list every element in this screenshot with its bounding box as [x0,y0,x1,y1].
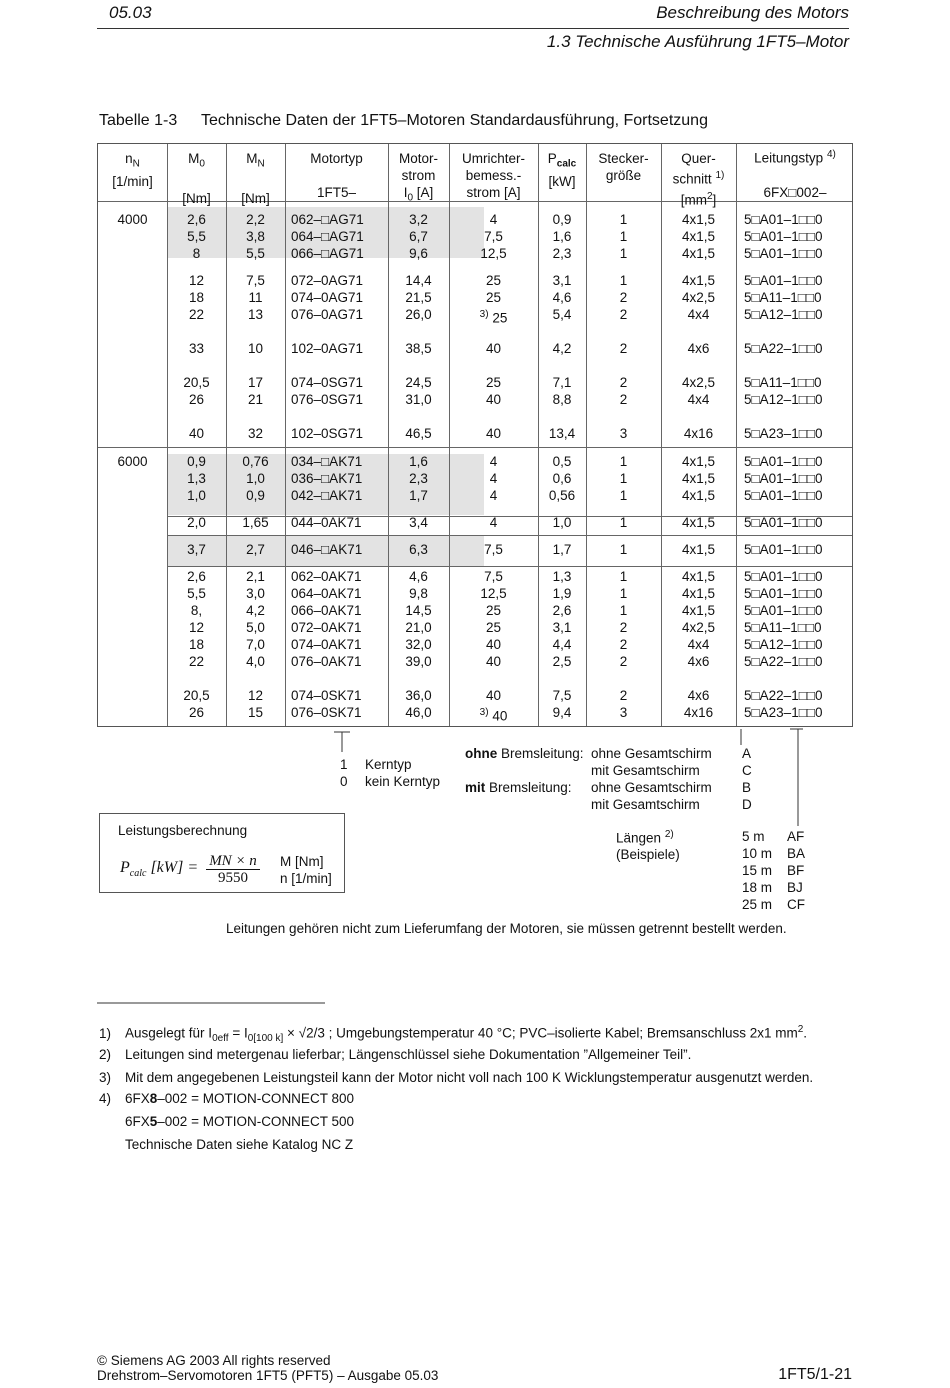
table-cell-p: 1,0 [552,515,572,530]
table-cell-p: 1,6 [552,229,572,244]
table-cell-i0: 24,5 [405,375,432,390]
table-cell-q: 4x1,5 [681,488,716,503]
laenge-code: BA [787,846,806,861]
laenge-code: BJ [787,880,803,895]
table-cell-p: 7,1 [552,375,572,390]
col-header-m0: $M_0$ [Nm] [182,151,211,206]
table-cell-q: 4x4 [687,637,710,652]
table-cell-i0: 6,7 [409,229,428,244]
brems-ohne-1: ohne Gesamtschirm [591,746,712,761]
col-header-leitungstyp: Leitungstyp $^{4)}$ 6FX□002– [754,149,836,200]
formula-box [99,813,345,893]
table-cell-s: 2 [619,341,628,356]
table-cell-mn: 2,2 [246,212,265,227]
table-cell-u: 40 [485,341,502,356]
table-cell-l: 5□A01–1□□0 [744,471,823,486]
table-cell-s: 2 [619,637,628,652]
table-cell-m0: 2,6 [187,212,206,227]
table-cell-p: 5,4 [552,307,572,322]
table-cell-l: 5□A12–1□□0 [744,637,823,652]
table-cell-m0: 5,5 [187,229,206,244]
laengen-label: Längen $^{2)}$ [616,829,674,846]
table-cell-q: 4x1,5 [681,454,716,469]
table-cell-u: $^{3)}$ 25 [479,309,508,326]
table-cell-mn: 12 [247,688,264,703]
brems-code-a: A [742,746,752,761]
table-cell-s: 2 [619,290,628,305]
table-cell-mn: 17 [247,375,264,390]
table-cell-q: 4x4 [687,307,710,322]
laenge-value: 10 m [742,846,773,861]
table-cell-u: 25 [485,290,502,305]
table-cell-l: 5□A01–1□□0 [744,569,823,584]
table-cell-q: 4x6 [687,688,710,703]
table-cell-m0: 1,3 [187,471,206,486]
laenge-code: CF [787,897,805,912]
table-cell-s: 2 [619,307,628,322]
table-cell-p: 8,8 [552,392,572,407]
table-cell-m0: 20,5 [183,688,210,703]
table-cell-s: 2 [619,654,628,669]
formula-unit-m: M [Nm] [280,854,324,869]
table-cell-l: 5□A11–1□□0 [744,290,822,305]
laenge-code: AF [787,829,805,844]
laengen-sub: (Beispiele) [616,847,680,862]
table-cell-i0: 14,4 [405,273,432,288]
table-cell-typ: 044–0AK71 [291,515,362,530]
table-cell-m0: 40 [188,426,205,441]
table-cell-s: 1 [619,603,628,618]
table-cell-s: 1 [619,488,628,503]
table-cell-l: 5□A12–1□□0 [744,392,823,407]
table-cell-p: 1,3 [552,569,572,584]
table-cell-i0: 21,0 [405,620,432,635]
table-cell-i0: 46,5 [405,426,432,441]
col-header-pcalc: $P_{calc}$ [kW] [547,151,577,189]
table-cell-q: 4x2,5 [681,375,716,390]
table-cell-q: 4x1,5 [681,229,716,244]
table-cell-p: 0,9 [552,212,572,227]
table-cell-p: 2,5 [552,654,572,669]
table-cell-i0: 1,6 [409,454,428,469]
brems-mit-2: mit Gesamtschirm [591,797,700,812]
table-cell-u: 4 [489,488,498,503]
table-cell-m0: 5,5 [187,586,206,601]
col-header-motortyp: Motortyp 1FT5– [310,151,363,200]
brems-mit-label: mit Bremsleitung: [465,780,572,795]
table-cell-s: 1 [619,273,628,288]
header-date: 05.03 [109,3,152,22]
table-cell-s: 2 [619,688,628,703]
table-cell-l: 5□A01–1□□0 [744,273,823,288]
table-cell-p: 4,4 [552,637,572,652]
table-cell-i0: 26,0 [405,307,432,322]
col-header-nN: $n_N$ [1/min] [112,151,153,189]
kern-0-num: 0 [340,774,348,789]
table-cell-q: 4x2,5 [681,620,716,635]
table-cell-typ: 064–□AG71 [291,229,364,244]
brems-code-c: C [742,763,752,778]
footnote-2: 2) Leitungen sind metergenau lieferbar; Längenschlüssel siehe Dokumentation ”Allgemeiner Teil”. [99,1047,692,1062]
footnote-1: 1) Ausgelegt für $I_{0eff} = I_{0[100 k]} \times √2/3$ ; Umgebungstemperatur 40 °C; PVC–isolierte Kabel; Bremsanschluss 2x1 $mm^2$. [99,1024,808,1045]
footnote-3: 3) Mit dem angegebenen Leistungsteil kann der Motor nicht voll nach 100 K Wicklungstemperatur ausgenutzt werden. [99,1070,814,1085]
table-cell-u: 40 [485,392,502,407]
table-cell-typ: 064–0AK71 [291,586,362,601]
table-cell-l: 5□A22–1□□0 [744,654,823,669]
table-cell-s: 2 [619,392,628,407]
table-cell-p: 1,9 [552,586,572,601]
table-title: Technische Daten der 1FT5–Motoren Standardausführung, Fortsetzung [201,112,708,129]
table-cell-q: 4x1,5 [681,603,716,618]
table-cell-mn: 5,5 [246,246,265,261]
table-cell-m0: 12 [188,620,205,635]
table-cell-typ: 066–0AK71 [291,603,362,618]
footnote-ref: 3) [479,309,489,320]
footnote-ref: 3) [479,707,489,718]
table-cell-p: 13,4 [548,426,576,441]
table-cell-q: 4x1,5 [681,569,716,584]
table-cell-mn: 10 [247,341,264,356]
table-cell-typ: 062–□AG71 [291,212,364,227]
table-cell-s: 2 [619,375,628,390]
table-cell-l: 5□A23–1□□0 [744,705,823,720]
table-cell-typ: 102–0SG71 [291,426,364,441]
table-cell-p: 3,1 [552,273,572,288]
footnote-4: 4) 6FX8–002 = MOTION-CONNECT 800 [99,1091,354,1106]
table-cell-u: 12,5 [480,246,507,261]
footer-doc: Drehstrom–Servomotoren 1FT5 (PFT5) – Ausgabe 05.03 [97,1368,439,1383]
table-cell-p: 9,4 [552,705,572,720]
table-cell-l: 5□A01–1□□0 [744,586,823,601]
formula-unit-n: n [1/min] [280,871,332,886]
table-cell-typ: 076–0AK71 [291,654,362,669]
table-cell-i0: 46,0 [405,705,432,720]
table-cell-mn: 3,0 [246,586,265,601]
laenge-value: 15 m [742,863,773,878]
table-cell-typ: 062–0AK71 [291,569,362,584]
table-cell-u: 40 [485,426,502,441]
table-cell-p: 4,6 [552,290,572,305]
table-cell-i0: 36,0 [405,688,432,703]
laenge-value: 5 m [742,829,765,844]
table-cell-u: 12,5 [480,586,507,601]
table-cell-l: 5□A11–1□□0 [744,375,822,390]
formula-lhs: $P_{calc}$ [kW] = [120,859,199,880]
table-cell-n: 6000 [117,454,148,469]
table-cell-u: 7,5 [484,229,503,244]
table-cell-q: 4x1,5 [681,212,716,227]
table-cell-mn: 7,5 [246,273,265,288]
table-cell-m0: 22 [188,307,205,322]
table-cell-p: 0,56 [548,488,576,503]
table-cell-i0: 9,8 [409,586,428,601]
formula-denominator: 9550 [218,870,248,886]
table-cell-q: 4x4 [687,392,710,407]
table-cell-mn: 3,8 [246,229,265,244]
table-cell-s: 1 [619,454,628,469]
table-cell-p: 2,3 [552,246,572,261]
footer-page: 1FT5/1-21 [778,1366,852,1383]
table-cell-l: 5□A01–1□□0 [744,229,823,244]
table-cell-m0: 22 [188,654,205,669]
col-header-mn: $M_N$ [Nm] [241,151,270,206]
table-cell-q: 4x6 [687,654,710,669]
table-cell-mn: 5,0 [246,620,265,635]
table-cell-m0: 2,0 [187,515,206,530]
table-cell-mn: 4,0 [246,654,265,669]
table-cell-u: 40 [485,637,502,652]
table-cell-p: 4,2 [552,341,572,356]
table-cell-s: 1 [619,471,628,486]
table-cell-s: 2 [619,620,628,635]
table-cell-u: 25 [485,620,502,635]
table-cell-typ: 074–0SG71 [291,375,364,390]
table-cell-typ: 066–□AG71 [291,246,364,261]
table-cell-l: 5□A01–1□□0 [744,603,823,618]
table-cell-p: 7,5 [552,688,572,703]
table-cell-i0: 6,3 [409,542,428,557]
kern-0-text: kein Kerntyp [365,774,441,789]
table-cell-mn: 15 [247,705,264,720]
table-cell-typ: 046–□AK71 [291,542,363,557]
table-cell-p: 0,5 [552,454,572,469]
table-cell-p: 3,1 [552,620,572,635]
table-cell-l: 5□A01–1□□0 [744,542,823,557]
table-cell-u: 4 [489,471,498,486]
table-cell-i0: 32,0 [405,637,432,652]
table-cell-m0: 0,9 [187,454,206,469]
table-cell-typ: 074–0AG71 [291,290,364,305]
table-cell-m0: 8 [192,246,201,261]
table-cell-m0: 12 [188,273,205,288]
table-cell-i0: 21,5 [405,290,432,305]
table-cell-u: 25 [485,273,502,288]
table-cell-m0: 18 [188,290,205,305]
table-cell-q: 4x6 [687,341,710,356]
table-cell-q: 4x16 [683,705,714,720]
table-cell-i0: 3,2 [409,212,428,227]
brems-code-d: D [742,797,752,812]
laenge-value: 25 m [742,897,773,912]
kern-1-num: 1 [340,757,348,772]
table-cell-m0: 1,0 [187,488,206,503]
table-cell-s: 3 [619,705,628,720]
table-cell-u: 40 [485,688,502,703]
table-cell-l: 5□A11–1□□0 [744,620,822,635]
table-cell-typ: 076–0AG71 [291,307,364,322]
table-cell-s: 1 [619,542,628,557]
table-cell-m0: 26 [188,392,205,407]
table-cell-q: 4x1,5 [681,542,716,557]
header-chapter: Beschreibung des Motors [656,3,849,22]
cables-note: Leitungen gehören nicht zum Lieferumfang der Motoren, sie müssen getrennt bestellt werden. [226,921,787,936]
table-cell-q: 4x1,5 [681,273,716,288]
table-cell-m0: 33 [188,341,205,356]
table-cell-q: 4x1,5 [681,471,716,486]
table-cell-m0: 20,5 [183,375,210,390]
brems-ohne-2: mit Gesamtschirm [591,763,700,778]
col-header-querschnitt: Quer- schnitt $^{1)}$ $[mm^2]$ [672,151,725,207]
laenge-value: 18 m [742,880,773,895]
table-cell-u: 7,5 [484,542,503,557]
table-cell-mn: 21 [247,392,264,407]
table-cell-i0: 38,5 [405,341,432,356]
col-header-umrichter: Umrichter- bemess.- strom [A] [462,151,525,200]
table-cell-s: 1 [619,246,628,261]
table-cell-m0: 3,7 [187,542,206,557]
formula-title: Leistungsberechnung [118,823,248,838]
laenge-code: BF [787,863,805,878]
table-cell-l: 5□A12–1□□0 [744,307,823,322]
table-cell-s: 1 [619,569,628,584]
table-cell-mn: 0,76 [242,454,269,469]
table-cell-mn: 13 [247,307,264,322]
kern-1-text: Kerntyp [365,757,412,772]
table-cell-u: 25 [485,375,502,390]
brems-mit-1: ohne Gesamtschirm [591,780,712,795]
table-cell-typ: 074–0SK71 [291,688,362,703]
table-cell-mn: 11 [248,290,263,305]
footnote-4b: 6FX5–002 = MOTION-CONNECT 500 [125,1114,354,1129]
table-cell-u: 4 [489,515,498,530]
table-cell-u: 40 [485,654,502,669]
table-cell-l: 5□A01–1□□0 [744,212,823,227]
table-cell-p: 0,6 [552,471,572,486]
table-cell-mn: 2,7 [246,542,265,557]
table-label: Tabelle 1-3 [99,112,178,129]
table-cell-i0: 39,0 [405,654,432,669]
table-cell-q: 4x16 [683,426,714,441]
table-cell-typ: 102–0AG71 [291,341,364,356]
table-cell-mn: 4,2 [246,603,265,618]
table-cell-p: 1,7 [552,542,572,557]
table-cell-n: 4000 [117,212,148,227]
table-cell-typ: 034–□AK71 [291,454,363,469]
table-cell-i0: 31,0 [405,392,432,407]
table-cell-q: 4x1,5 [681,246,716,261]
table-cell-q: 4x1,5 [681,586,716,601]
table-cell-i0: 1,7 [409,488,428,503]
table-cell-i0: 4,6 [409,569,428,584]
table-cell-s: 1 [619,229,628,244]
table-cell-s: 1 [619,515,628,530]
table-cell-l: 5□A23–1□□0 [744,426,823,441]
formula-fraction [206,853,260,886]
table-cell-typ: 036–□AK71 [291,471,363,486]
table-cell-m0: 18 [188,637,205,652]
table-cell-typ: 076–0SK71 [291,705,362,720]
table-cell-p: 2,6 [552,603,572,618]
table-cell-mn: 2,1 [246,569,265,584]
table-cell-i0: 2,3 [409,471,428,486]
table-cell-i0: 3,4 [409,515,428,530]
table-cell-i0: 14,5 [405,603,432,618]
table-cell-u: 7,5 [484,569,503,584]
table-cell-u: 4 [489,454,498,469]
col-header-stecker: Stecker- größe [598,151,649,183]
table-cell-l: 5□A22–1□□0 [744,341,823,356]
table-cell-l: 5□A01–1□□0 [744,515,823,530]
table-cell-typ: 076–0SG71 [291,392,364,407]
table-cell-q: 4x1,5 [681,515,716,530]
table-cell-m0: 26 [188,705,205,720]
table-cell-s: 1 [619,586,628,601]
table-cell-q: 4x2,5 [681,290,716,305]
table-cell-mn: 32 [247,426,264,441]
table-cell-mn: 1,0 [246,471,265,486]
brems-ohne-label: ohne Bremsleitung: [465,746,584,761]
table-cell-typ: 042–□AK71 [291,488,363,503]
formula-numerator: MN × n [206,853,260,870]
brems-code-b: B [742,780,752,795]
table-cell-l: 5□A01–1□□0 [744,454,823,469]
table-cell-i0: 9,6 [409,246,428,261]
table-cell-typ: 072–0AK71 [291,620,362,635]
table-cell-l: 5□A22–1□□0 [744,688,823,703]
table-cell-u: 4 [489,212,498,227]
header-section: 1.3 Technische Ausführung 1FT5–Motor [546,32,849,51]
footnote-4c: Technische Daten siehe Katalog NC Z [125,1137,354,1152]
table-cell-u: 25 [485,603,502,618]
table-cell-l: 5□A01–1□□0 [744,488,823,503]
table-cell-u: $^{3)}$ 40 [479,707,508,724]
table-cell-m0: 2,6 [187,569,206,584]
table-cell-s: 3 [619,426,628,441]
table-cell-mn: 7,0 [246,637,265,652]
table-cell-mn: 0,9 [246,488,265,503]
table-cell-typ: 074–0AK71 [291,637,362,652]
col-header-motorstrom: Motor- strom $I_0$ [A] [398,151,438,204]
table-cell-typ: 072–0AG71 [291,273,364,288]
table-cell-s: 1 [619,212,628,227]
table-cell-l: 5□A01–1□□0 [744,246,823,261]
table-cell-m0: 8, [190,603,203,618]
footer-copyright: © Siemens AG 2003 All rights reserved [97,1353,331,1368]
table-cell-mn: 1,65 [242,515,269,530]
